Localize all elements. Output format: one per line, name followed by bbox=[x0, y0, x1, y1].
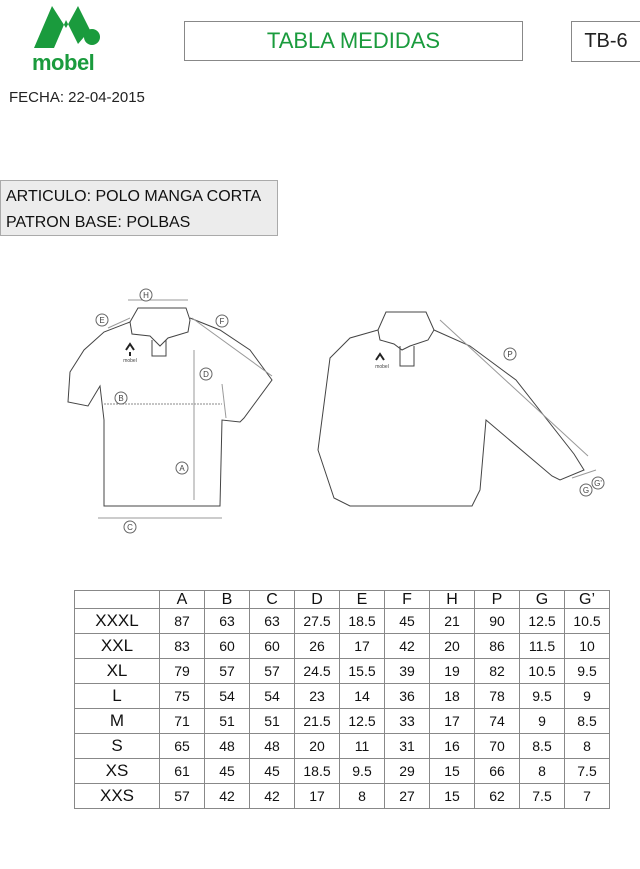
measurement-cell: 29 bbox=[385, 759, 430, 784]
svg-text:P: P bbox=[507, 350, 513, 359]
measurement-cell: 54 bbox=[250, 684, 295, 709]
measurement-cell: 42 bbox=[250, 784, 295, 809]
table-row bbox=[75, 634, 610, 659]
measurement-cell: 16 bbox=[430, 734, 475, 759]
column-header: P bbox=[475, 591, 520, 609]
measurement-cell: 17 bbox=[340, 634, 385, 659]
svg-text:A: A bbox=[179, 464, 185, 473]
column-header: E bbox=[340, 591, 385, 609]
corner-cell bbox=[75, 591, 160, 609]
measurement-cell: 9 bbox=[565, 684, 610, 709]
measurement-cell: 90 bbox=[475, 609, 520, 634]
measurement-cell: 19 bbox=[430, 659, 475, 684]
size-label: S bbox=[75, 734, 160, 759]
column-header: G bbox=[520, 591, 565, 609]
brand-name: mobel bbox=[32, 50, 95, 75]
column-header: C bbox=[250, 591, 295, 609]
measure-label-h bbox=[140, 289, 152, 301]
measurement-cell: 27.5 bbox=[295, 609, 340, 634]
measurement-cell: 48 bbox=[250, 734, 295, 759]
size-label: M bbox=[75, 709, 160, 734]
measurement-cell: 15.5 bbox=[340, 659, 385, 684]
measurement-cell: 51 bbox=[205, 709, 250, 734]
measurement-cell: 42 bbox=[205, 784, 250, 809]
measurement-cell: 79 bbox=[160, 659, 205, 684]
size-label: XXL bbox=[75, 634, 160, 659]
measurement-cell: 24.5 bbox=[295, 659, 340, 684]
size-chart-table bbox=[74, 590, 610, 809]
document-code: TB-6 bbox=[571, 21, 640, 62]
column-header: D bbox=[295, 591, 340, 609]
table-row bbox=[75, 734, 610, 759]
measurement-cell: 17 bbox=[430, 709, 475, 734]
table-header-row bbox=[75, 591, 610, 609]
measurement-cell: 14 bbox=[340, 684, 385, 709]
measurement-cell: 71 bbox=[160, 709, 205, 734]
size-label: XXXL bbox=[75, 609, 160, 634]
measurement-cell: 63 bbox=[250, 609, 295, 634]
measurement-cell: 57 bbox=[205, 659, 250, 684]
column-header: H bbox=[430, 591, 475, 609]
measurement-cell: 74 bbox=[475, 709, 520, 734]
measurement-cell: 7 bbox=[565, 784, 610, 809]
measurement-cell: 9.5 bbox=[565, 659, 610, 684]
table-row bbox=[75, 659, 610, 684]
measure-label-p bbox=[504, 348, 516, 360]
svg-text:C: C bbox=[127, 523, 133, 532]
measurement-cell: 21 bbox=[430, 609, 475, 634]
measurement-cell: 8 bbox=[340, 784, 385, 809]
table-row bbox=[75, 609, 610, 634]
measurement-cell: 83 bbox=[160, 634, 205, 659]
garment-drawings bbox=[0, 280, 640, 540]
measurement-cell: 60 bbox=[250, 634, 295, 659]
measurement-cell: 26 bbox=[295, 634, 340, 659]
measurement-cell: 63 bbox=[205, 609, 250, 634]
base-pattern: PATRON BASE: POLBAS bbox=[6, 214, 191, 231]
measurement-cell: 9.5 bbox=[520, 684, 565, 709]
measure-label-d bbox=[200, 368, 212, 380]
measurement-cell: 62 bbox=[475, 784, 520, 809]
article-name: ARTICULO: POLO MANGA CORTA bbox=[6, 188, 262, 205]
measurement-cell: 48 bbox=[205, 734, 250, 759]
measure-label-c bbox=[124, 521, 136, 533]
measurement-cell: 10.5 bbox=[520, 659, 565, 684]
size-label: L bbox=[75, 684, 160, 709]
size-label: XL bbox=[75, 659, 160, 684]
svg-text:B: B bbox=[118, 394, 124, 403]
measure-label-e bbox=[96, 314, 108, 326]
measurement-cell: 54 bbox=[205, 684, 250, 709]
measurement-cell: 8.5 bbox=[565, 709, 610, 734]
measurement-cell: 45 bbox=[205, 759, 250, 784]
short-sleeve-polo-drawing bbox=[68, 300, 272, 518]
svg-text:G: G bbox=[582, 486, 590, 495]
measurement-cell: 18.5 bbox=[295, 759, 340, 784]
measurement-cell: 10 bbox=[565, 634, 610, 659]
svg-text:E: E bbox=[99, 316, 105, 325]
measurement-cell: 75 bbox=[160, 684, 205, 709]
size-label: XS bbox=[75, 759, 160, 784]
measurement-cell: 66 bbox=[475, 759, 520, 784]
measurement-cell: 45 bbox=[250, 759, 295, 784]
measurement-cell: 36 bbox=[385, 684, 430, 709]
measurement-cell: 21.5 bbox=[295, 709, 340, 734]
size-label: XXS bbox=[75, 784, 160, 809]
column-header: F bbox=[385, 591, 430, 609]
measurement-cell: 9 bbox=[520, 709, 565, 734]
table-row bbox=[75, 759, 610, 784]
document-date: FECHA: 22-04-2015 bbox=[9, 89, 145, 106]
measurement-cell: 86 bbox=[475, 634, 520, 659]
measure-label-g-prime bbox=[592, 477, 604, 489]
long-sleeve-polo-drawing bbox=[318, 312, 596, 506]
svg-text:F: F bbox=[219, 317, 225, 326]
garment-logo-long: mobel bbox=[375, 364, 389, 370]
table-row bbox=[75, 784, 610, 809]
measurement-cell: 61 bbox=[160, 759, 205, 784]
measurement-cell: 18 bbox=[430, 684, 475, 709]
measurement-cell: 31 bbox=[385, 734, 430, 759]
measurement-cell: 10.5 bbox=[565, 609, 610, 634]
svg-text:H: H bbox=[143, 291, 149, 300]
table-row bbox=[75, 684, 610, 709]
measurement-cell: 82 bbox=[475, 659, 520, 684]
measurement-cell: 8.5 bbox=[520, 734, 565, 759]
measure-label-g bbox=[580, 484, 592, 496]
measurement-cell: 39 bbox=[385, 659, 430, 684]
measurement-cell: 11.5 bbox=[520, 634, 565, 659]
measurement-cell: 78 bbox=[475, 684, 520, 709]
measurement-cell: 12.5 bbox=[340, 709, 385, 734]
measurement-cell: 42 bbox=[385, 634, 430, 659]
measurement-cell: 57 bbox=[160, 784, 205, 809]
measurement-cell: 7.5 bbox=[565, 759, 610, 784]
column-header: B bbox=[205, 591, 250, 609]
measurement-cell: 70 bbox=[475, 734, 520, 759]
measurement-cell: 12.5 bbox=[520, 609, 565, 634]
garment-logo-short: mobel bbox=[123, 358, 137, 364]
table-row bbox=[75, 709, 610, 734]
measurement-cell: 33 bbox=[385, 709, 430, 734]
measurement-cell: 11 bbox=[340, 734, 385, 759]
svg-text:G': G' bbox=[594, 479, 602, 488]
article-info-box bbox=[0, 180, 278, 236]
measurement-cell: 17 bbox=[295, 784, 340, 809]
measurement-cell: 18.5 bbox=[340, 609, 385, 634]
measurement-cell: 87 bbox=[160, 609, 205, 634]
measurement-cell: 20 bbox=[430, 634, 475, 659]
column-header: G’ bbox=[565, 591, 610, 609]
measurement-cell: 51 bbox=[250, 709, 295, 734]
measure-label-f bbox=[216, 315, 228, 327]
measurement-cell: 23 bbox=[295, 684, 340, 709]
measurement-cell: 7.5 bbox=[520, 784, 565, 809]
measure-label-b bbox=[115, 392, 127, 404]
measurement-cell: 8 bbox=[520, 759, 565, 784]
measurement-cell: 9.5 bbox=[340, 759, 385, 784]
measurement-cell: 65 bbox=[160, 734, 205, 759]
measurement-cell: 60 bbox=[205, 634, 250, 659]
page-title: TABLA MEDIDAS bbox=[184, 21, 523, 61]
measurement-cell: 20 bbox=[295, 734, 340, 759]
measurement-cell: 15 bbox=[430, 784, 475, 809]
svg-text:D: D bbox=[203, 370, 209, 379]
measurement-cell: 45 bbox=[385, 609, 430, 634]
measurement-cell: 57 bbox=[250, 659, 295, 684]
measurement-cell: 15 bbox=[430, 759, 475, 784]
measurement-cell: 27 bbox=[385, 784, 430, 809]
measure-label-a bbox=[176, 462, 188, 474]
column-header: A bbox=[160, 591, 205, 609]
measurement-cell: 8 bbox=[565, 734, 610, 759]
